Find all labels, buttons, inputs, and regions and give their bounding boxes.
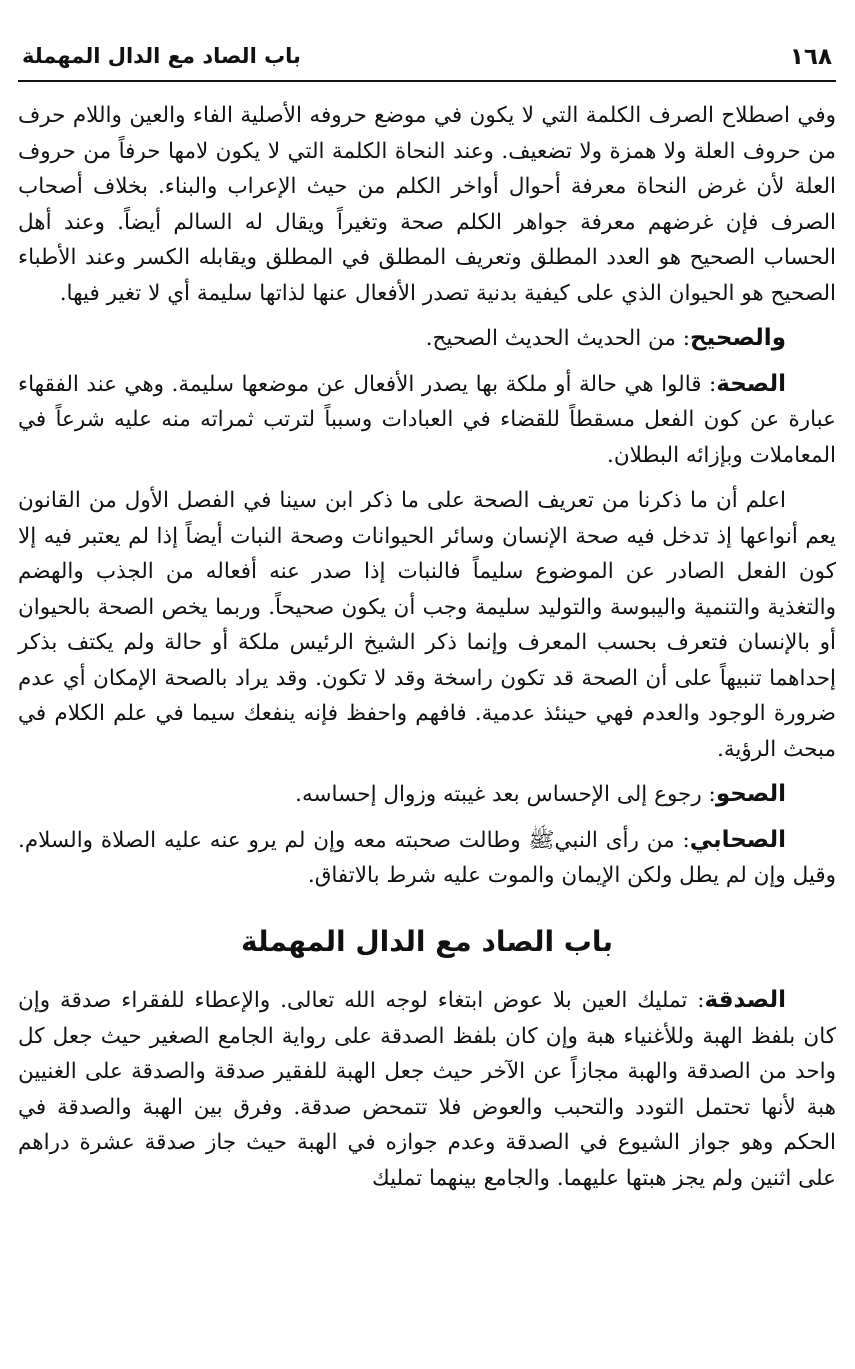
page-header xyxy=(18,38,836,82)
entry-term: الصحة xyxy=(716,370,786,397)
entry-text: : رجوع إلى الإحساس بعد غيبته وزوال إحساسه. xyxy=(295,782,716,807)
entry-al-sadaqa xyxy=(18,983,836,1196)
section-title: باب الصاد مع الدال المهملة xyxy=(241,924,613,958)
page-body xyxy=(18,98,836,1206)
entry-term: والصحيح xyxy=(689,325,786,351)
entry-text: اعلم أن ما ذكرنا من تعريف الصحة على ما ذكر ابن سينا في الفصل الأول من القانون يعم أنواعها إذ تدخل فيه صحة الإنسان وسائر الحيوانات وصحة النبات أيضاً إذا لم يعتبر فيه إلا كون الفعل الصادر عن الموضوع سليماً فالنبات إذا صدر عنه أفعاله من الجذب والهضم والتغذية والتنمية واليبوسة والتوليد سليمة وجب أن يكون صحيحاً. وربما يخص الصحة بالحيوان أو بالإنسان فتعرف بحسب المعرف وإنما ذكر الشيخ الرئيس ملكة أو حالة ولم يكتف بذكر إحداهما تنبيهاً على أن الصحة قد تكون راسخة وقد لا تكون. وقد يراد بالصحة الإمكان أي عدم ضرورة الوجود والعدم فهي حينئذ عدمية. فافهم واحفظ فإنه ينفعك سيما في علم الكلام في مبحث الرؤية. xyxy=(18,488,836,762)
entry-term: الصدقة xyxy=(704,987,786,1013)
entry-al-sihha xyxy=(18,367,836,474)
entry-term: الصحو xyxy=(715,781,786,807)
entry-text: : من رأى النبيﷺ وطالت صحبته معه وإن لم يرو عنه عليه الصلاة والسلام. وقيل وإن لم يطل ولكن الإيمان والموت عليه شرط بالاتفاق. xyxy=(18,827,836,888)
entry-term: الصحابي xyxy=(689,826,786,853)
entry-text: : تمليك العين بلا عوض ابتغاء لوجه الله تعالى. والإعطاء للفقراء صدقة وإن كان بلفظ الهبة وللأغنياء هبة وإن كان بلفظ الصدقة على رواية الجامع الصغير حيث جعل كل واحد من الصدقة والهبة مجازاً عن الآخر حيث جعل الهبة للفقير صدقة والصدقة على الغنيين هبة لأنها تحتمل التودد والتحبب والعوض فلا تتمحض صدقة. وفرق بين الهبة والصدقة في الحكم وهو جواز الشيوع في الصدقة وعدم جوازه في الهبة حيث جاز صدقة عشرة دراهم على اثنين ولم يجز هبتها عليهما. والجامع بينهما تمليك xyxy=(18,988,836,1191)
paragraph-ibn-sina-note xyxy=(18,483,836,767)
entry-al-sahw xyxy=(18,777,836,813)
entry-text: : من الحديث الحديث الصحيح. xyxy=(425,326,690,351)
entry-text: وفي اصطلاح الصرف الكلمة التي لا يكون في موضع حروفه الأصلية الفاء والعين واللام حرف من حروف العلة ولا همزة ولا تضعيف. وعند النحاة الكلمة التي لا يكون لامها حرفاً من حروف العلة لأن غرض النحاة معرفة أحوال أواخر الكلم من حيث الإعراب والبناء. بخلاف أصحاب الصرف فإن غرضهم معرفة جواهر الكلم صحة وتغيراً ويقال له السالم أيضاً. وعند أهل الحساب الصحيح هو العدد المطلق وتعريف المطلق في المطلق ويقابله الكسر وعند الأطباء الصحيح هو الحيوان الذي على كيفية بدنية تصدر الأفعال عنها لذاتها سليمة أي لا تغير فيها. xyxy=(18,103,836,306)
entry-al-sahabi xyxy=(18,823,836,894)
entry-text: : قالوا هي حالة أو ملكة بها يصدر الأفعال عن موضعها سليمة. وهي عند الفقهاء عبارة عن كون الفعل مسقطاً للقضاء في العبادات وسبباً لترتب ثمراته منه عليه شرعاً في المعاملات وبإزائه البطلان. xyxy=(18,371,836,468)
entry-al-sahih xyxy=(18,321,836,357)
page-number: ١٦٨ xyxy=(789,44,832,70)
running-head: باب الصاد مع الدال المهملة xyxy=(22,44,301,68)
paragraph-sahih-morphology xyxy=(18,98,836,311)
